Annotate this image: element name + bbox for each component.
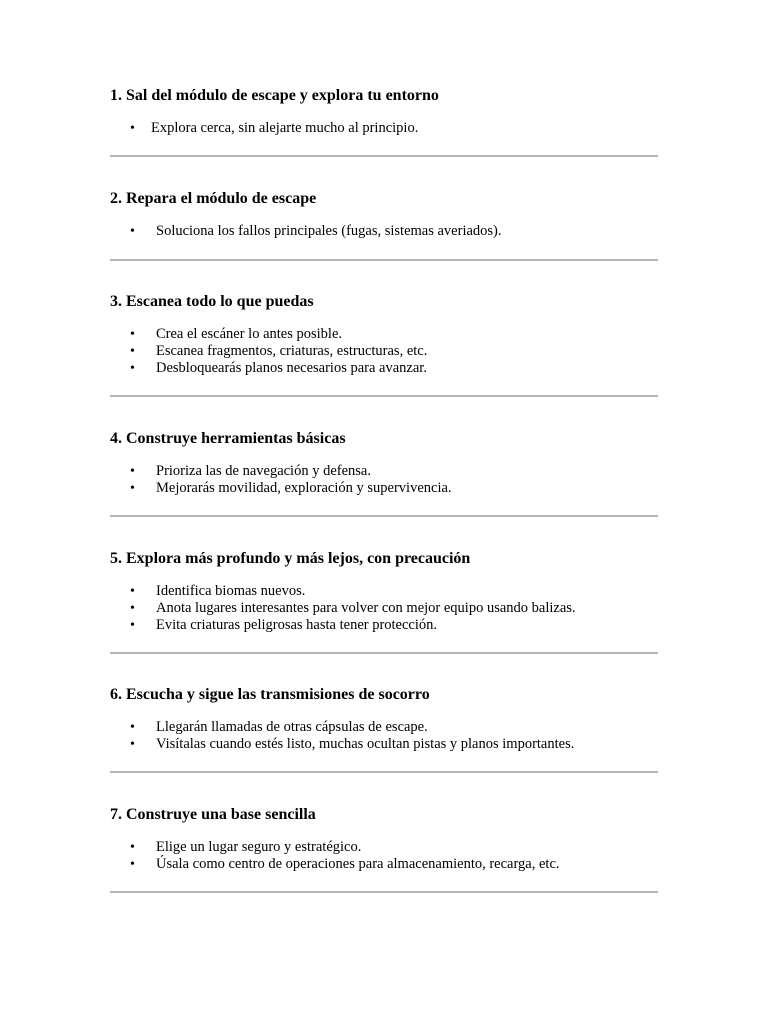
bullet-list xyxy=(110,223,502,240)
section-heading: 1. Sal del módulo de escape y explora tu entorno xyxy=(110,87,439,104)
list-item: • Llegarán llamadas de otras cápsulas de escape. xyxy=(130,719,428,735)
section-heading: 7. Construye una base sencilla xyxy=(110,806,316,823)
section-heading: 2. Repara el módulo de escape xyxy=(110,190,317,207)
bullet-icon: • xyxy=(130,840,135,855)
list-item: • Soluciona los fallos principales (fugas, sistemas averiados). xyxy=(130,223,502,239)
bullet-list xyxy=(110,583,576,634)
section-heading: 4. Construye herramientas básicas xyxy=(110,430,346,447)
bullet-icon: • xyxy=(130,327,135,342)
bullet-list xyxy=(110,839,560,873)
section-5 xyxy=(110,550,658,633)
section-3 xyxy=(110,293,658,376)
section-heading: 6. Escucha y sigue las transmisiones de socorro xyxy=(110,686,430,703)
bullet-icon: • xyxy=(130,737,135,752)
bullet-icon: • xyxy=(130,224,135,239)
section-4 xyxy=(110,430,658,496)
list-item: • Úsala como centro de operaciones para almacenamiento, recarga, etc. xyxy=(130,856,560,872)
bullet-icon: • xyxy=(130,720,135,735)
list-item: • Escanea fragmentos, criaturas, estructuras, etc. xyxy=(130,343,428,359)
section-6 xyxy=(110,686,658,752)
section-divider xyxy=(110,771,658,773)
list-item: • Visítalas cuando estés listo, muchas ocultan pistas y planos importantes. xyxy=(130,736,575,752)
list-item: • Desbloquearás planos necesarios para avanzar. xyxy=(130,360,427,376)
list-item: • Anota lugares interesantes para volver con mejor equipo usando balizas. xyxy=(130,600,576,616)
bullet-icon: • xyxy=(130,584,135,599)
list-item: • Mejorarás movilidad, exploración y supervivencia. xyxy=(130,480,452,496)
section-divider xyxy=(110,395,658,397)
section-divider xyxy=(110,891,658,893)
bullet-icon: • xyxy=(130,618,135,633)
bullet-list xyxy=(110,120,418,137)
section-7 xyxy=(110,806,658,872)
bullet-icon: • xyxy=(130,464,135,479)
section-divider xyxy=(110,155,658,157)
list-item: • Elige un lugar seguro y estratégico. xyxy=(130,839,362,855)
section-2 xyxy=(110,190,658,239)
list-item: • Crea el escáner lo antes posible. xyxy=(130,326,343,342)
list-item: • Explora cerca, sin alejarte mucho al principio. xyxy=(130,120,419,136)
bullet-list xyxy=(110,719,574,753)
section-divider xyxy=(110,259,658,261)
bullet-icon: • xyxy=(130,344,135,359)
bullet-icon: • xyxy=(130,481,135,496)
section-heading: 3. Escanea todo lo que puedas xyxy=(110,293,314,310)
bullet-list xyxy=(110,463,452,497)
bullet-icon: • xyxy=(130,361,135,376)
section-1 xyxy=(110,87,658,136)
bullet-icon: • xyxy=(130,601,135,616)
bullet-icon: • xyxy=(130,857,135,872)
list-item: • Identifica biomas nuevos. xyxy=(130,583,306,599)
bullet-list xyxy=(110,326,427,377)
section-divider xyxy=(110,515,658,517)
section-heading: 5. Explora más profundo y más lejos, con precaución xyxy=(110,550,471,567)
list-item: • Prioriza las de navegación y defensa. xyxy=(130,463,371,479)
section-divider xyxy=(110,652,658,654)
bullet-icon: • xyxy=(130,121,135,136)
list-item: • Evita criaturas peligrosas hasta tener protección. xyxy=(130,617,438,633)
